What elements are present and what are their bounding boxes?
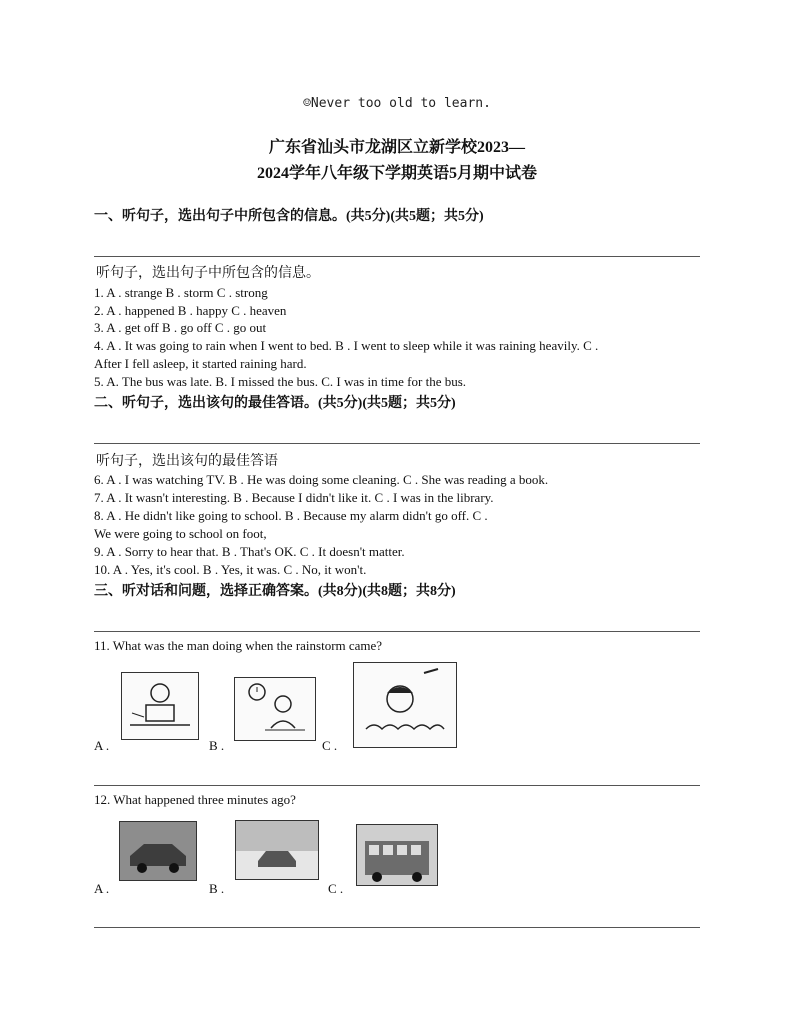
bus-picture	[356, 824, 438, 886]
question-line: 8. A . He didn't like going to school. B . Because my alarm didn't go off. C .	[94, 508, 488, 523]
car-accident-picture	[119, 821, 197, 881]
shower-man-picture	[353, 662, 457, 748]
question-line: 7. A . It wasn't interesting. B . Because I didn't like it. C . I was in the library.	[94, 490, 494, 505]
motto: ☺Never too old to learn.	[303, 96, 491, 111]
section1-heading: 一、听句子，选出句子中所包含的信息。(共5分)(共5题；共5分)	[94, 209, 484, 224]
option-c-label: C .	[328, 881, 344, 896]
option-a-label: A .	[94, 738, 110, 753]
section2-instruction: 听句子，选出该句的最佳答语	[96, 454, 278, 469]
divider	[94, 785, 700, 786]
divider	[94, 256, 700, 257]
exam-title-line1: 广东省汕头市龙湖区立新学校2023—	[268, 139, 525, 156]
question-line: 6. A . I was watching TV. B . He was doing some cleaning. C . She was reading a book.	[94, 472, 549, 487]
divider	[94, 927, 700, 928]
question-line: After I fell asleep, it started raining hard.	[94, 356, 307, 371]
question-line: 5. A. The bus was late. B. I missed the bus. C. I was in time for the bus.	[94, 374, 467, 389]
section2-heading: 二、听句子，选出该句的最佳答语。(共5分)(共5题；共5分)	[94, 396, 456, 411]
divider	[94, 443, 700, 444]
question-line: We were going to school on foot,	[94, 526, 267, 541]
question-line: 3. A . get off B . go off C . go out	[94, 320, 267, 335]
divider	[94, 631, 700, 632]
option-b-label: B .	[209, 881, 225, 896]
option-b-label: B .	[209, 738, 225, 753]
question-line: 4. A . It was going to rain when I went to bed. B . I went to sleep while it was raining heavily. C .	[94, 338, 599, 353]
question-12: 12. What happened three minutes ago?	[94, 792, 296, 807]
section3-heading: 三、听对话和问题，选择正确答案。(共8分)(共8题；共8分)	[94, 584, 456, 599]
question-11: 11. What was the man doing when the rainstorm came?	[94, 638, 383, 653]
exam-title-line2: 2024学年八年级下学期英语5月期中试卷	[256, 165, 537, 182]
question-line: 2. A . happened B . happy C . heaven	[94, 303, 287, 318]
option-a-label: A .	[94, 881, 110, 896]
question-line: 10. A . Yes, it's cool. B . Yes, it was. C . No, it won't.	[94, 562, 367, 577]
option-c-label: C .	[322, 738, 338, 753]
street-scene-picture	[235, 820, 319, 880]
question-line: 1. A . strange B . storm C . strong	[94, 285, 268, 300]
section1-instruction: 听句子，选出句子中所包含的信息。	[96, 266, 320, 281]
writing-boy-picture	[234, 677, 316, 741]
question-line: 9. A . Sorry to hear that. B . That's OK. C . It doesn't matter.	[94, 544, 405, 559]
reading-man-picture	[121, 672, 199, 740]
